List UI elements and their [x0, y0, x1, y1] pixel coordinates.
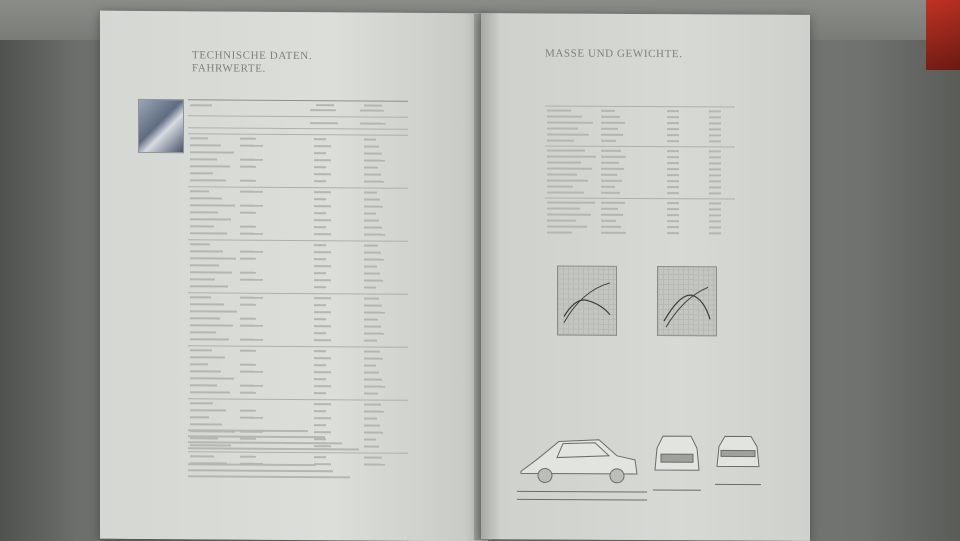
table-text [547, 219, 576, 221]
table-text [364, 258, 384, 260]
table-text [601, 110, 615, 112]
table-text [601, 174, 617, 176]
table-text [709, 226, 721, 228]
spec-table [188, 99, 408, 431]
table-text [667, 116, 679, 118]
table-text [314, 378, 326, 380]
table-text [314, 431, 331, 433]
table-text [314, 265, 331, 267]
car-rear-view-icon [715, 436, 761, 484]
table-text [314, 403, 331, 405]
table-text [240, 251, 263, 253]
table-text [547, 191, 584, 193]
table-text [190, 243, 210, 245]
table-text [314, 219, 331, 221]
table-text [240, 350, 256, 352]
table-text [240, 364, 256, 366]
table-text [547, 201, 595, 203]
table-text [364, 424, 380, 426]
table-text [190, 151, 234, 153]
table-text [314, 145, 331, 147]
table-text [364, 212, 376, 214]
table-text [364, 438, 376, 440]
table-text [314, 152, 326, 154]
table-text [709, 214, 721, 216]
table-text [314, 304, 326, 306]
dimensions-table [545, 105, 735, 236]
right-page [481, 13, 810, 541]
table-text [190, 331, 216, 333]
table-text [240, 304, 256, 306]
table-text [364, 297, 379, 299]
table-text [709, 156, 721, 158]
table-text [190, 179, 226, 181]
table-text [547, 167, 592, 169]
table-text [547, 225, 587, 227]
table-text [667, 122, 679, 124]
table-text [190, 303, 224, 305]
table-rule [188, 239, 408, 242]
table-text [190, 370, 221, 372]
table-text [601, 150, 621, 152]
table-text [190, 338, 229, 340]
table-text [364, 364, 376, 366]
table-text [709, 116, 721, 118]
table-text [190, 363, 208, 365]
table-text [240, 180, 256, 182]
table-rule [188, 398, 408, 401]
table-text [314, 339, 331, 341]
table-text [314, 456, 326, 458]
table-text [364, 325, 381, 327]
table-text [314, 205, 331, 207]
table-text [709, 134, 721, 136]
table-text [190, 423, 222, 425]
table-text [601, 202, 625, 204]
table-text [190, 257, 236, 259]
table-text [314, 286, 326, 288]
table-text [190, 197, 222, 199]
table-text [314, 258, 326, 260]
torque-chart-icon [657, 266, 717, 336]
table-text [314, 385, 331, 387]
table-rule [188, 133, 408, 136]
table-text [240, 456, 256, 458]
table-text [364, 357, 383, 359]
table-text [364, 244, 378, 246]
table-text [364, 145, 379, 147]
table-text [314, 392, 326, 394]
table-text [364, 417, 377, 419]
table-text [190, 211, 218, 213]
table-text [314, 226, 326, 228]
table-text [364, 219, 379, 221]
table-text [709, 208, 721, 210]
table-text [190, 349, 212, 351]
table-text [709, 128, 721, 130]
table-text [547, 161, 581, 163]
table-rule [545, 145, 735, 147]
table-text [364, 205, 383, 207]
table-text [364, 265, 377, 267]
table-text [364, 279, 383, 281]
table-text [601, 208, 618, 210]
table-text [190, 437, 218, 439]
table-text [190, 218, 231, 220]
table-text [314, 424, 326, 426]
torque-chart-icon [557, 266, 617, 336]
table-text [190, 391, 230, 393]
table-text [314, 325, 331, 327]
table-rule [188, 115, 408, 118]
table-text [364, 392, 378, 394]
table-text [240, 318, 256, 320]
table-text [190, 225, 214, 227]
table-text [601, 232, 626, 234]
table-text [667, 128, 679, 130]
table-text [364, 166, 378, 168]
table-text [601, 214, 623, 216]
table-text [667, 208, 679, 210]
table-text [547, 121, 593, 123]
table-text [190, 416, 209, 418]
table-text [190, 444, 231, 446]
table-text [547, 133, 589, 135]
table-text [709, 180, 721, 182]
table-text [314, 173, 331, 175]
footnote-line [188, 463, 316, 466]
table-text [364, 463, 385, 465]
table-text [240, 417, 263, 419]
table-text [601, 122, 625, 124]
table-text [240, 410, 256, 412]
table-text [709, 186, 721, 188]
table-text [364, 180, 384, 182]
table-text [601, 192, 620, 194]
table-text [364, 371, 379, 373]
table-text [240, 385, 263, 387]
table-text [190, 165, 230, 167]
table-text [709, 232, 721, 234]
background-object [926, 0, 960, 70]
table-text [240, 371, 263, 373]
table-text [240, 166, 256, 168]
table-text [190, 296, 211, 298]
table-text [314, 279, 331, 281]
table-text [709, 220, 721, 222]
table-text [314, 212, 326, 214]
table-rule [545, 105, 735, 107]
table-text [364, 445, 379, 447]
table-text [314, 332, 326, 334]
table-text [364, 251, 381, 253]
table-text [240, 233, 263, 235]
table-text [314, 198, 326, 200]
footnote-line [188, 475, 350, 478]
table-text [190, 137, 208, 139]
table-text [240, 145, 263, 147]
table-text [601, 128, 618, 130]
table-text [360, 109, 384, 111]
table-text [364, 152, 382, 154]
table-text [709, 168, 721, 170]
table-text [190, 310, 237, 312]
table-text [314, 180, 326, 182]
table-text [547, 231, 572, 233]
table-text [601, 226, 621, 228]
engine-photo-icon [138, 99, 184, 153]
table-text [240, 325, 263, 327]
table-rule [188, 451, 408, 454]
table-text [240, 191, 263, 193]
table-text [547, 173, 577, 175]
table-text [314, 350, 326, 352]
table-text [364, 191, 377, 193]
car-side-view-icon [517, 439, 647, 500]
table-text [240, 138, 256, 140]
table-text [240, 297, 263, 299]
table-text [547, 207, 580, 209]
table-text [190, 172, 213, 174]
table-text [190, 285, 228, 287]
dimension-rows [545, 105, 735, 106]
table-text [240, 438, 256, 440]
table-text [547, 213, 591, 215]
table-text [364, 378, 382, 380]
table-text [314, 417, 331, 419]
table-text [314, 364, 326, 366]
table-text [601, 156, 626, 158]
table-text [316, 104, 334, 106]
table-text [314, 445, 331, 447]
table-text [547, 185, 573, 187]
table-text [240, 258, 256, 260]
table-text [190, 232, 227, 234]
heading-line-2: FAHRWERTE. [192, 62, 312, 76]
table-text [709, 122, 721, 124]
table-text [364, 233, 385, 235]
table-rule [545, 197, 735, 199]
table-text [547, 179, 588, 181]
table-text [314, 159, 331, 161]
table-text [667, 134, 679, 136]
table-text [364, 138, 376, 140]
table-text [547, 109, 571, 111]
table-text [601, 134, 623, 136]
table-text [601, 162, 619, 164]
table-text [190, 104, 212, 106]
table-text [190, 144, 221, 146]
table-text [667, 110, 679, 112]
heading-line-1: TECHNISCHE DATEN. [192, 49, 312, 63]
table-text [314, 138, 326, 140]
footnote-line [188, 447, 359, 450]
table-text [667, 168, 679, 170]
table-text [240, 272, 256, 274]
table-text [314, 244, 326, 246]
table-text [240, 339, 263, 341]
table-text [310, 109, 336, 111]
table-text [667, 162, 679, 164]
footnote-line [188, 469, 333, 472]
table-text [190, 317, 220, 319]
table-text [709, 202, 721, 204]
table-text [190, 356, 225, 358]
table-text [314, 410, 326, 412]
table-text [314, 233, 331, 235]
table-text [314, 297, 331, 299]
table-text [667, 150, 679, 152]
table-text [364, 332, 384, 334]
table-text [190, 384, 217, 386]
table-text [364, 198, 380, 200]
table-text [547, 127, 578, 129]
table-text [190, 409, 226, 411]
table-text [240, 159, 263, 161]
table-text [709, 192, 721, 194]
table-text [360, 122, 386, 124]
table-text [364, 104, 382, 106]
table-text [314, 371, 331, 373]
table-text [190, 250, 223, 252]
table-text [240, 279, 263, 281]
table-text [240, 212, 256, 214]
table-text [364, 431, 383, 433]
table-text [364, 286, 376, 288]
table-text [314, 272, 326, 274]
table-text [547, 115, 582, 117]
table-text [667, 156, 679, 158]
table-text [364, 226, 382, 228]
table-text [190, 264, 219, 266]
table-text [667, 192, 679, 194]
table-text [364, 350, 380, 352]
table-text [547, 139, 574, 141]
table-text [314, 463, 331, 465]
table-text [364, 403, 381, 405]
table-text [314, 438, 326, 440]
table-text [240, 226, 256, 228]
table-text [314, 318, 326, 320]
car-drawings [507, 433, 807, 515]
table-text [190, 377, 234, 379]
table-text [667, 140, 679, 142]
table-text [547, 149, 585, 151]
table-rule [188, 99, 408, 102]
table-text [667, 226, 679, 228]
table-text [190, 278, 215, 280]
table-text [190, 402, 213, 404]
table-text [314, 251, 331, 253]
left-page [100, 11, 488, 541]
table-text [667, 202, 679, 204]
table-text [364, 272, 380, 274]
table-text [364, 318, 378, 320]
table-text [364, 173, 381, 175]
table-text [190, 455, 214, 457]
table-text [667, 186, 679, 188]
table-text [667, 214, 679, 216]
table-text [190, 271, 232, 273]
table-text [190, 324, 233, 326]
table-text [190, 190, 209, 192]
table-rule [188, 345, 408, 348]
table-text [667, 180, 679, 182]
table-text [364, 159, 385, 161]
right-page-heading: MASSE UND GEWICHTE. [545, 47, 683, 61]
table-text [364, 339, 377, 341]
table-text [314, 166, 326, 168]
table-text [601, 220, 616, 222]
table-rule [188, 186, 408, 189]
table-text [667, 232, 679, 234]
table-text [364, 304, 382, 306]
table-text [364, 311, 385, 313]
table-text [310, 122, 338, 124]
table-text [314, 357, 331, 359]
table-text [709, 150, 721, 152]
table-text [601, 186, 615, 188]
table-text [601, 116, 620, 118]
table-text [667, 174, 679, 176]
table-text [240, 205, 263, 207]
table-text [364, 456, 382, 458]
table-text [364, 385, 385, 387]
table-rule [188, 292, 408, 295]
table-text [709, 162, 721, 164]
car-front-view-icon [653, 436, 701, 490]
table-text [601, 180, 622, 182]
table-text [314, 311, 331, 313]
table-text [547, 155, 596, 157]
table-text [709, 110, 721, 112]
table-text [190, 158, 217, 160]
table-text [240, 392, 256, 394]
table-text [601, 168, 624, 170]
table-text [601, 140, 616, 142]
table-text [190, 204, 235, 206]
left-page-heading [192, 49, 312, 76]
table-rule [188, 127, 408, 130]
table-text [709, 140, 721, 142]
table-text [667, 220, 679, 222]
table-text [709, 174, 721, 176]
table-text [314, 191, 331, 193]
table-text [364, 410, 384, 412]
